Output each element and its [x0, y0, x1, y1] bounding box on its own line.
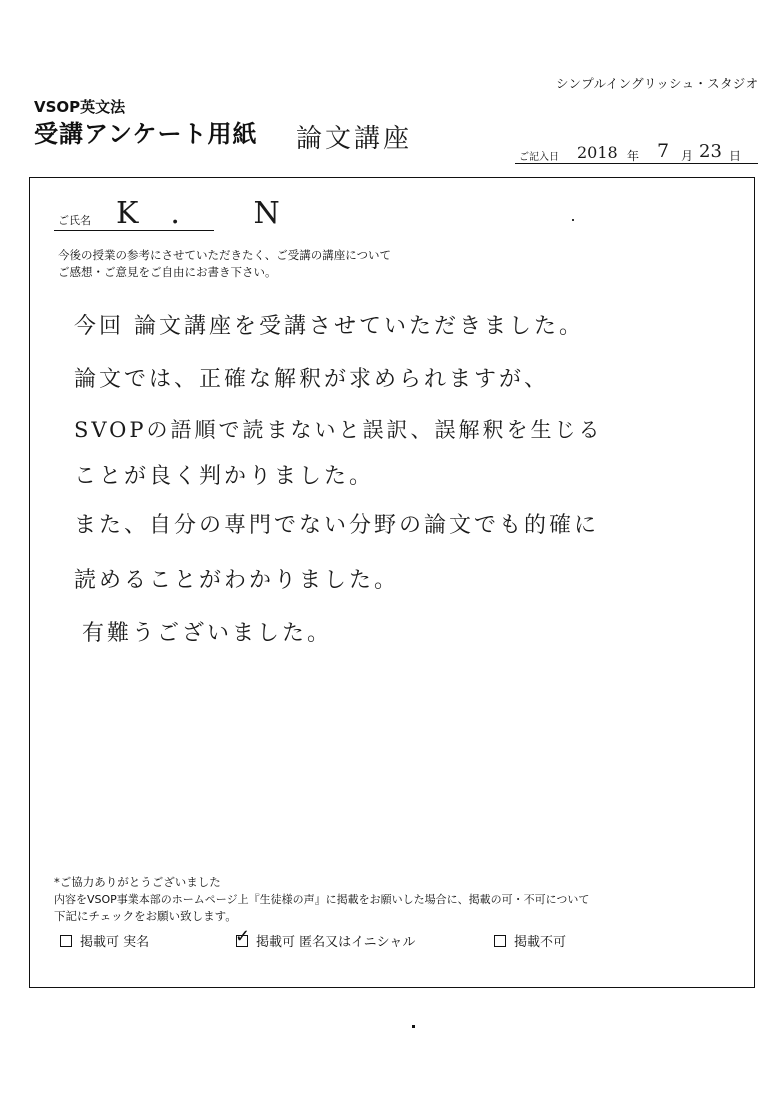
check-mark-icon: ✓ — [235, 925, 251, 947]
comment-line: ことが良く判かりました。 — [74, 464, 375, 489]
option-anonymous[interactable] — [235, 925, 416, 950]
option-label: 掲載可 匿名又はイニシャル — [256, 935, 416, 950]
date-year: 2018 — [577, 143, 618, 162]
date-label: ご記入日 — [519, 152, 559, 163]
checkbox[interactable] — [60, 935, 72, 947]
comment-line: 論文では、正確な解釈が求められますが、 — [74, 367, 550, 392]
comment-line: SVOPの語順で読まないと誤訳、誤解釈を生じる — [74, 418, 603, 442]
closing-note — [54, 874, 589, 925]
handwritten-course: 論文講座 — [296, 124, 413, 154]
date-day-unit: 日 — [729, 149, 742, 163]
scan-speck — [572, 219, 574, 221]
date-underline — [515, 163, 758, 164]
page-title: 受講アンケート用紙 — [34, 120, 258, 148]
checkbox-checked[interactable] — [235, 925, 251, 947]
date-month: 7 — [657, 140, 670, 162]
closing-request: 内容をVSOP事業本部のホームページ上『生徒様の声』に掲載をお願いした場合に、掲載の可・不可について — [54, 893, 590, 906]
date-row — [519, 140, 759, 165]
date-day: 23 — [699, 141, 722, 162]
option-not-allowed[interactable] — [494, 931, 566, 950]
date-month-unit: 月 — [681, 149, 694, 163]
option-label: 掲載不可 — [514, 935, 567, 950]
comment-line: 今回 論文講座を受講させていただきました。 — [74, 314, 584, 339]
course-name: VSOP英文法 — [34, 98, 126, 116]
checkbox[interactable] — [494, 935, 506, 947]
comment-line: 読めることがわかりました。 — [74, 568, 400, 593]
date-year-unit: 年 — [627, 149, 640, 163]
comment-line: 有難うございました。 — [82, 621, 333, 646]
scan-speck — [412, 1025, 415, 1028]
name-value: K. N — [116, 196, 312, 231]
closing-instruction: 下記にチェックをお願い致します。 — [54, 909, 237, 923]
instruction-line: 今後の授業の参考にさせていただきたく、ご受講の講座について — [58, 248, 392, 262]
closing-thanks: *ご協力ありがとうございました — [54, 875, 221, 889]
name-label: ご氏名 — [58, 214, 91, 227]
comment-line: また、自分の専門でない分野の論文でも的確に — [74, 513, 600, 538]
option-real-name[interactable] — [60, 931, 149, 950]
instruction-line: ご感想・ご意見をご自由にお書き下さい。 — [58, 265, 277, 279]
instructions — [58, 247, 391, 281]
studio-name: シンプルイングリッシュ・スタジオ — [556, 76, 759, 91]
option-label: 掲載可 実名 — [80, 935, 150, 950]
name-underline — [54, 230, 214, 231]
